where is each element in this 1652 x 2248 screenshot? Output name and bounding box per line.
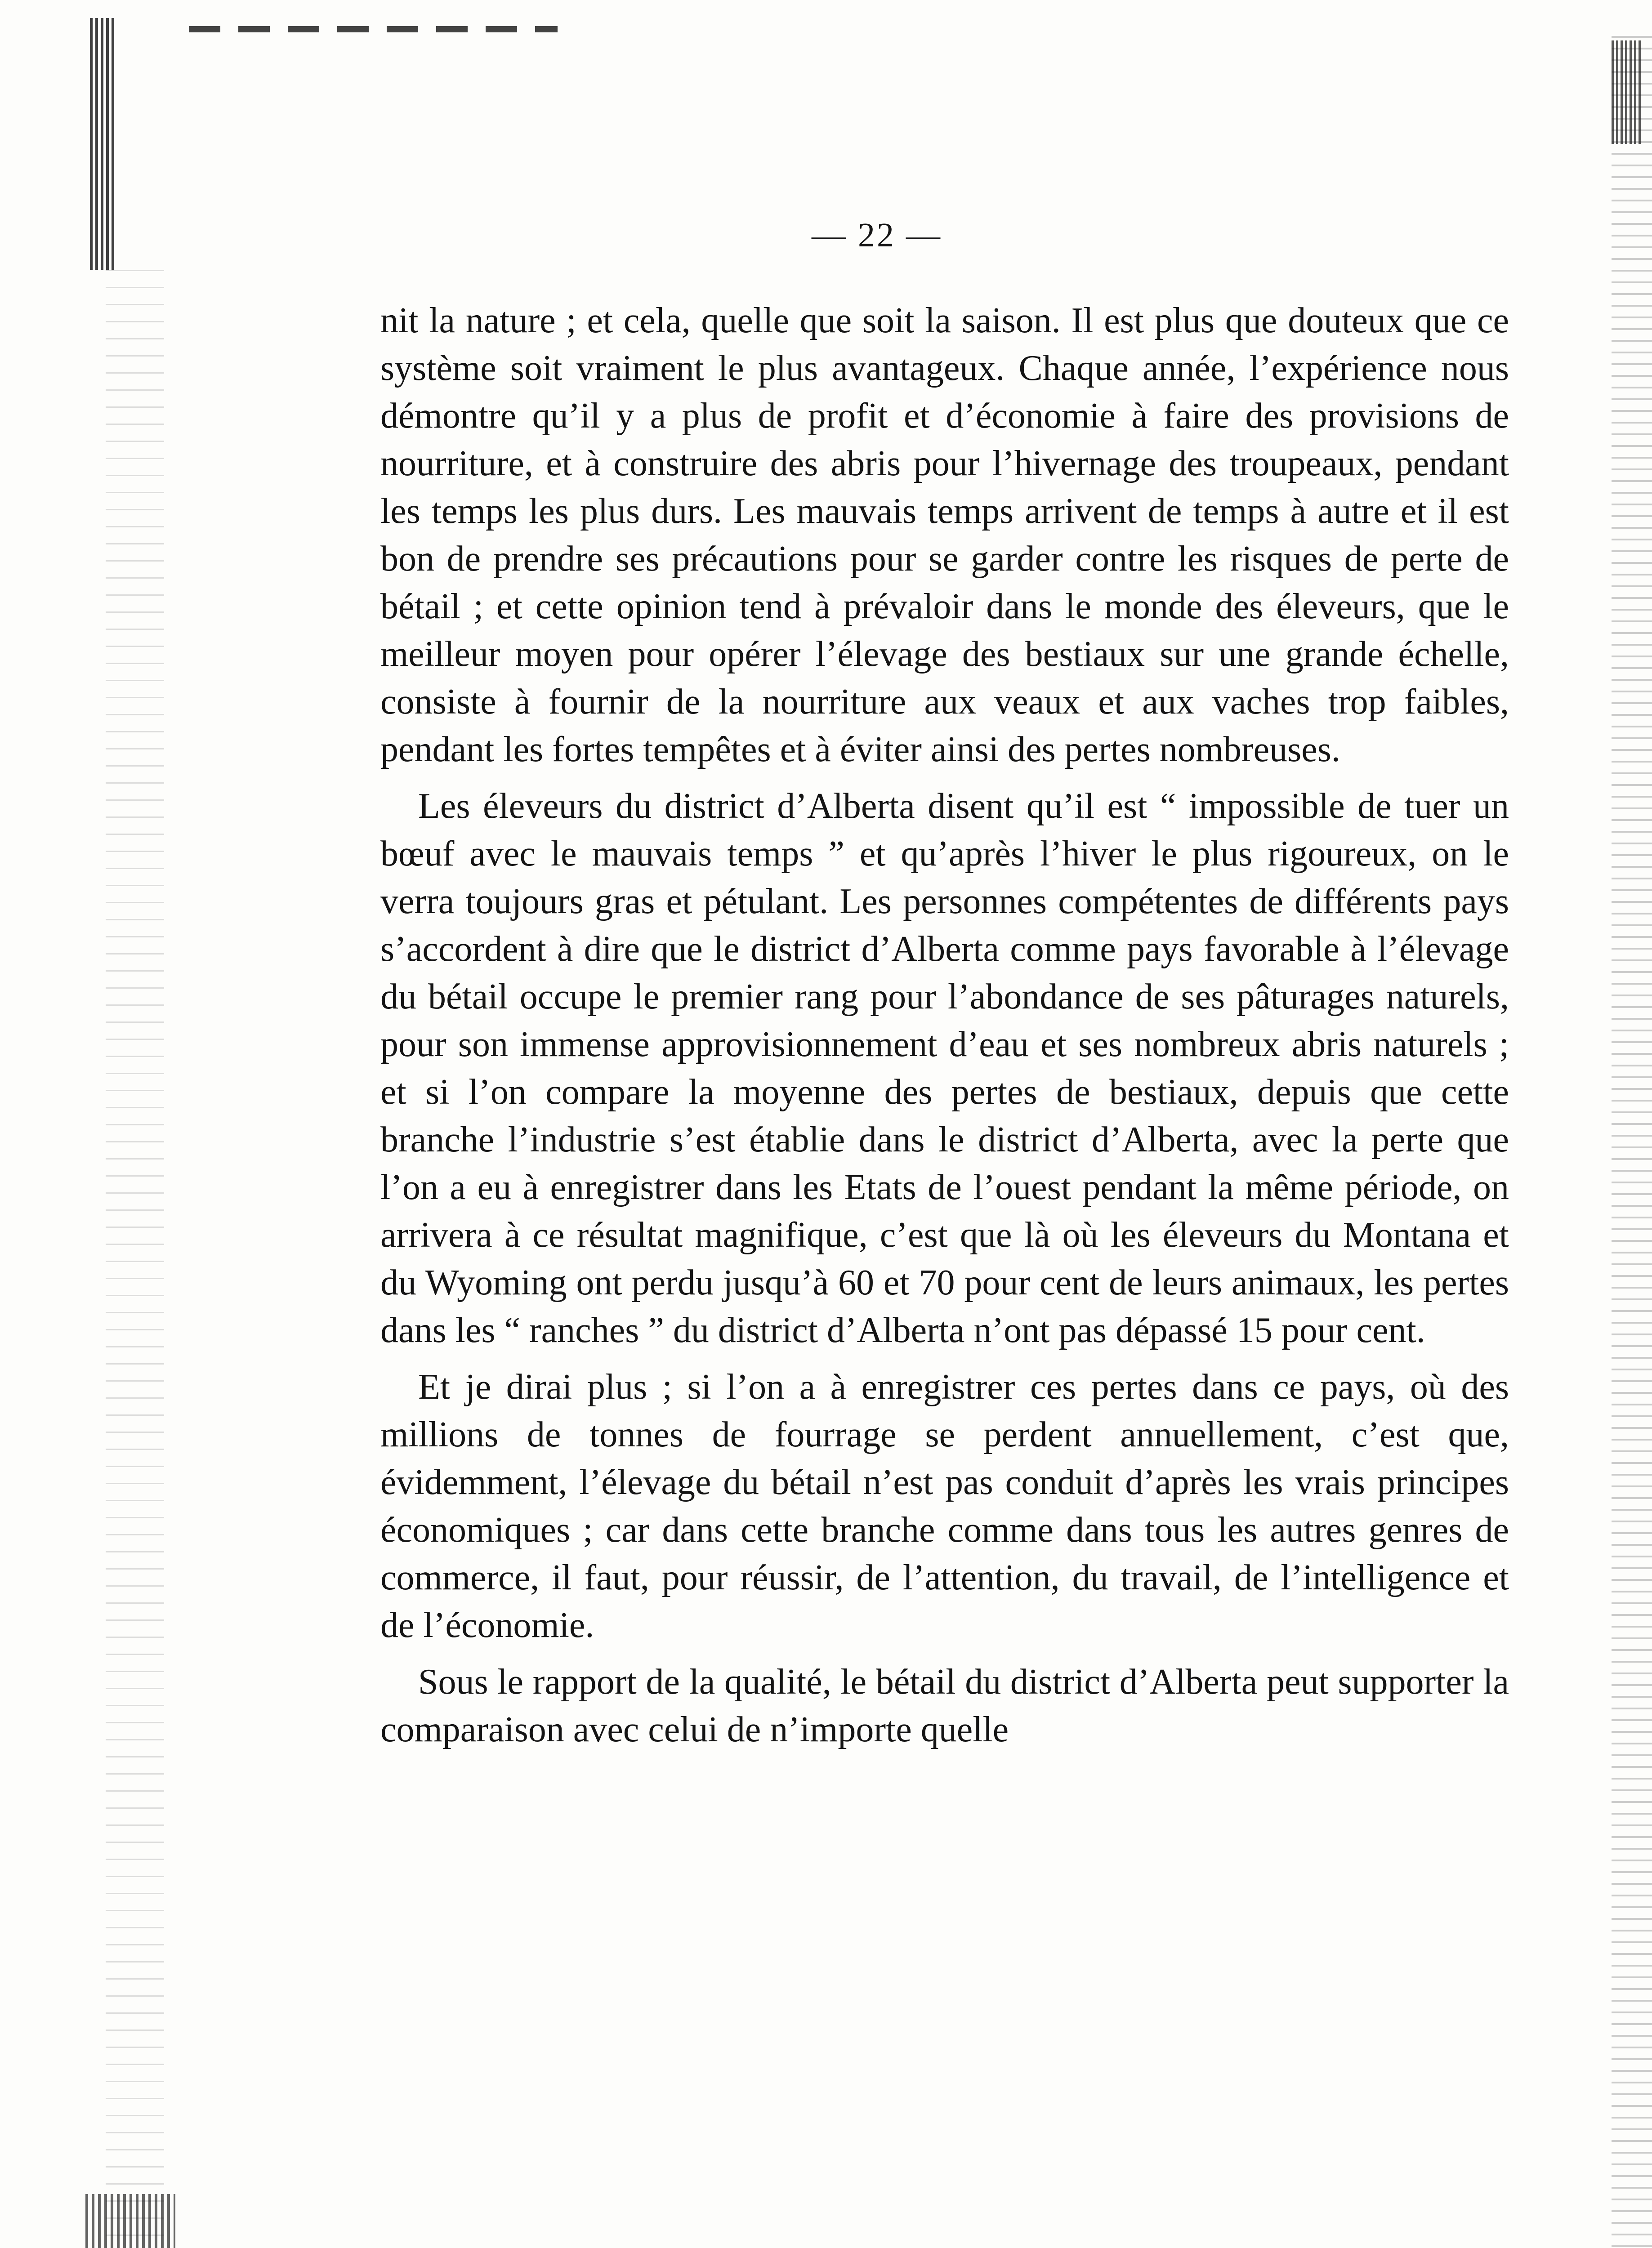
page-number: — 22 — — [812, 216, 942, 254]
scan-artifact-left-speckle — [106, 270, 164, 2248]
paragraph-3: Et je dirai plus ; si l’on a à enregistrer ces pertes dans ce pays, où des millions de tonnes de fourrage se perdent annuellement, c’est que, évidemment, l’élevage du bétail n’est pas conduit d’après les vrais principes économiques ; car dans cette branche comme dans tous les autres genres de commerce, il faut, pour réussir, de l’attention, du travail, de l’intelligence et de l’économie. — [380, 1367, 1509, 1645]
scan-artifact-left-edge — [90, 18, 117, 270]
paragraph-4: Sous le rapport de la qualité, le bétail du district d’Alberta peut supporter la comparaison avec celui de n’importe quelle — [380, 1662, 1509, 1749]
scan-artifact-top — [189, 26, 558, 32]
scan-artifact-right-corner — [1612, 40, 1643, 144]
scan-artifact-bottom-left — [85, 2194, 175, 2248]
body-text — [380, 297, 1509, 1762]
scan-artifact-right-edge — [1612, 36, 1652, 2248]
paragraph-1: nit la nature ; et cela, quelle que soit la saison. Il est plus que douteux que ce système soit vraiment le plus avantageux. Chaque année, l’expérience nous démontre qu’il y a plus de profit et d’économie à faire des provisions de nourriture, et à construire des abris pour l’hivernage des troupeaux, pendant les temps les plus durs. Les mauvais temps arrivent de temps à autre et il est bon de prendre ses précautions pour se garder contre les risques de perte de bétail ; et cette opinion tend à prévaloir dans le monde des éleveurs, que le meilleur moyen pour opérer l’élevage des bestiaux sur une grande échelle, consiste à fournir de la nourriture aux veaux et aux vaches trop faibles, pendant les fortes tempêtes et à éviter ainsi des pertes nombreuses. — [380, 301, 1509, 769]
paragraph-2: Les éleveurs du district d’Alberta disent qu’il est “ impossible de tuer un bœuf avec le mauvais temps ” et qu’après l’hiver le plus rigoureux, on le verra toujours gras et pétulant. Les personnes compétentes de différents pays s’accordent à dire que le district d’Alberta comme pays favorable à l’élevage du bétail occupe le premier rang pour l’abondance de ses pâturages naturels, pour son immense approvisionnement d’eau et ses nombreux abris naturels ; et si l’on compare la moyenne des pertes de bestiaux, depuis que cette branche l’industrie s’est établie dans le district d’Alberta, avec la perte que l’on a eu à enregistrer dans les Etats de l’ouest pendant la même période, on arrivera à ce résultat magnifique, c’est que là où les éleveurs du Montana et du Wyoming ont perdu jusqu’à 60 et 70 pour cent de leurs animaux, les pertes dans les “ ranches ” du district d’Alberta n’ont pas dépassé 15 pour cent. — [380, 786, 1509, 1350]
